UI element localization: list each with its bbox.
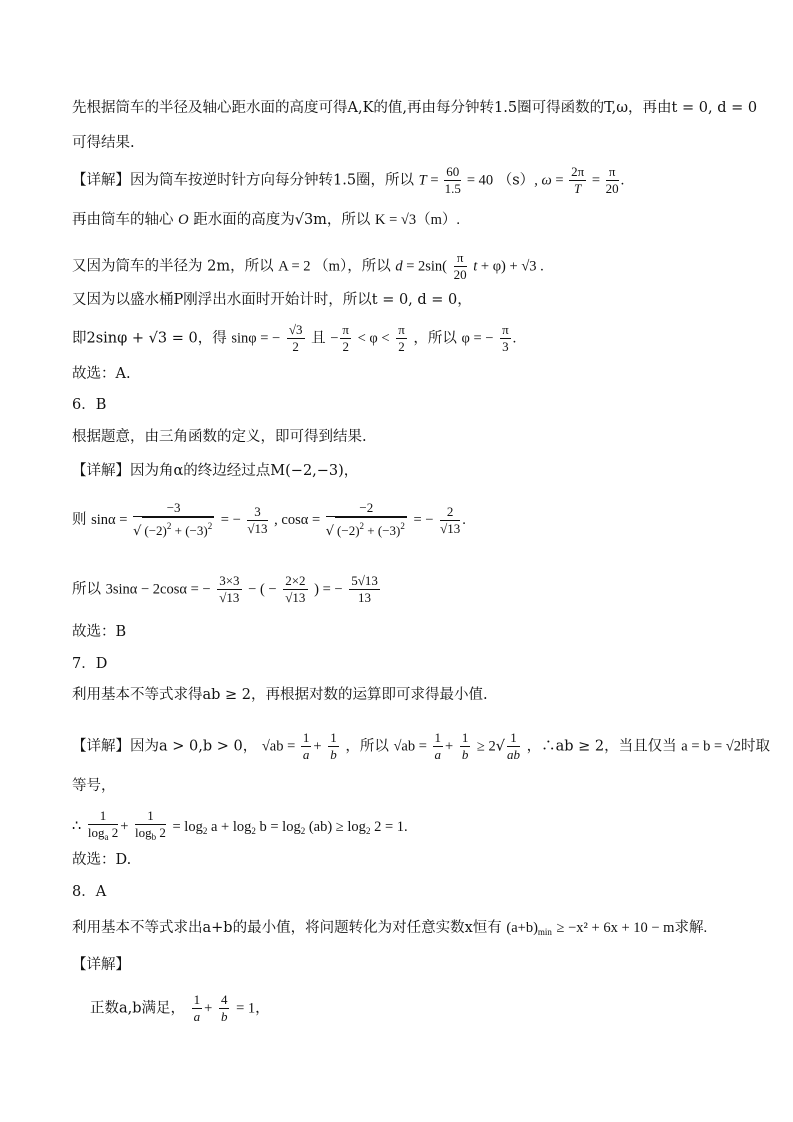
text-line-phase: 即2sinφ + √3 = 0，得 sinφ = − $\frac{√3}{2}$ 且 − $\frac{\pi}{2}$ < φ < $\frac{\pi}{2}$ ，所以 φ = − $\frac{\pi}{3}$ . [72, 322, 517, 354]
question-6-answer: 6．B [72, 397, 107, 413]
text-line-q7-analysis: 利用基本不等式求得ab ≥ 2，再根据对数的运算即可求得最小值. [72, 687, 488, 703]
text-line-q7-detail: 【详解】因为a > 0,b > 0， √ab = $\frac{1}{a}$ + $\frac{1}{b}$ ，所以 √ab = $\frac{1}{a}$ + $\frac{1}{b}$ ≥ 2√ $\frac{1}{ab}$ ，∴ab ≥ 2，当且仅当 a = b = √2时取 [72, 730, 771, 762]
text-line-axis-height: 再由筒车的轴心 O 距水面的高度为√3m，所以 K = √3（m）. [72, 212, 461, 228]
answer-line-6: 故选：B [72, 624, 127, 640]
text-line-q8-analysis: 利用基本不等式求出a+b的最小值，将问题转化为对任意实数x恒有 $(a+b)_{min} \ge -x^2 + 6x + 10 - m$求解. [72, 920, 708, 937]
text-line-q6-detail: 【详解】因为角α的终边经过点M(−2,−3)， [72, 463, 359, 479]
text-line-positive-numbers: 正数a,b满足， $\frac{1}{a}$ + $\frac{4}{b}$ = 1， [90, 992, 270, 1024]
text-line-start-time: 又因为以盛水桶P刚浮出水面时开始计时，所以t = 0, d = 0， [72, 292, 472, 308]
text-line-equal-sign: 等号， [72, 778, 116, 794]
unit-seconds: （s） [497, 172, 535, 189]
text-line-result-expr: 所以 3sinα − 2cosα = − $\frac{3\times 3}{√13}$ − ( − $\frac{2\times 2}{√13}$ ) = − $\frac{5√13}{13}$ [72, 573, 378, 605]
text-line-1: 先根据筒车的半径及轴心距水面的高度可得A,K的值,再由每分钟转1.5圈可得函数的T,ω，再由t = 0, d = 0 [72, 100, 758, 116]
answer-line-7: 故选：D. [72, 852, 132, 868]
detail-label: 【详解】因为筒车按逆时针方向每分钟转1.5圈，所以 [72, 172, 415, 189]
text-line-log-expr: ∴ $\frac{1}{\log_a 2}$ + $\frac{1}{\log_b 2}$ = $\log_2 a + \log_2 b = \log_2 (ab) \ge \log_2 2 = 1$. [72, 808, 408, 842]
text-line-radius: 又因为筒车的半径为 2m，所以 A = 2 （m），所以 d = 2sin( $\frac{\pi}{20}$ t + φ) + √3 . [72, 250, 544, 282]
text-line-q8-detail: 【详解】 [72, 957, 130, 973]
question-7-answer: 7．D [72, 656, 108, 672]
detail-line-period: 【详解】因为筒车按逆时针方向每分钟转1.5圈，所以 T = $\frac{60}{1.5}$ = 40 （s）, ω = $\frac{2\pi}{T}$ = $\frac{\pi}{20}$ . [72, 164, 625, 196]
text-line-q6-analysis: 根据题意，由三角函数的定义，即可得到结果. [72, 429, 367, 445]
text-line-sin-cos: 则 sinα = $\frac{-3}{√ (-2)^2 + (-3)^2}$ = − $\frac{3}{√13}$ , cosα = $\frac{-2}{√ (-2)^2 + (-3)^2}$ = − $\frac{2}{√13}$ . [72, 500, 466, 539]
question-8-answer: 8．A [72, 884, 107, 900]
answer-line-5: 故选：A. [72, 366, 131, 382]
text-line-2: 可得结果. [72, 135, 135, 151]
